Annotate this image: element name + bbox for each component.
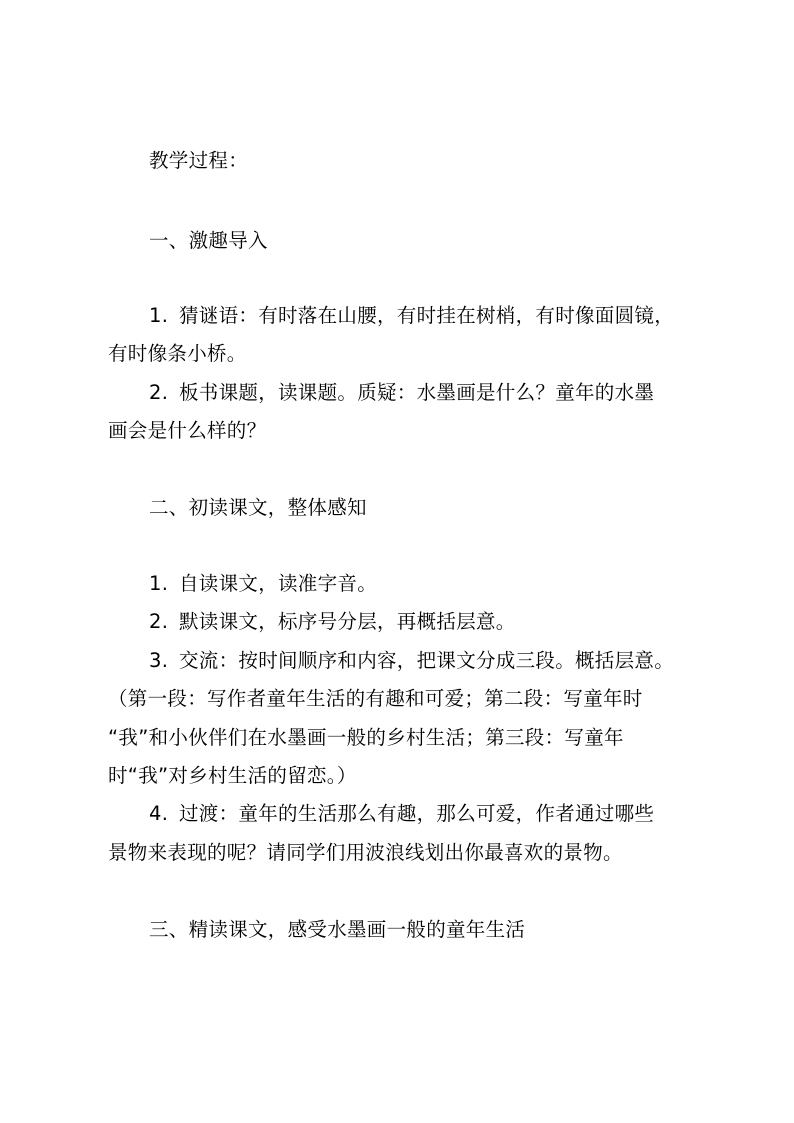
item-text: 猜谜语：有时落在山腰，有时挂在树梢，有时像面圆镜， [179, 304, 675, 327]
list-item-1-1 [149, 304, 749, 328]
item-number: 1. [149, 572, 169, 595]
item-text: 交流：按时间顺序和内容，把课文分成三段。概括层意。 [179, 649, 675, 672]
item-number: 2. [149, 610, 169, 633]
list-item-2-4 [149, 802, 749, 826]
item-text: 自读课文，读准字音。 [179, 572, 378, 595]
list-item-2-3 [149, 649, 749, 673]
item-text: 过渡：童年的生活那么有趣，那么可爱，作者通过哪些 [179, 802, 655, 825]
list-item-2-3-continuation-1: （第一段：写作者童年生活的有趣和可爱；第二段：写童年时 [108, 687, 643, 710]
list-item-1-1-continuation: 有时像条小桥。 [108, 342, 247, 365]
section-heading-2: 二、初读课文，整体感知 [149, 496, 367, 519]
item-text: 默读课文，标序号分层，再概括层意。 [179, 610, 516, 633]
section-heading-1: 一、激趣导入 [149, 229, 268, 252]
list-item-1-2 [149, 381, 749, 405]
item-number: 1. [149, 304, 169, 327]
list-item-2-1 [149, 572, 749, 596]
list-item-1-2-continuation: 画会是什么样的？ [108, 419, 267, 442]
document-title: 教学过程： [149, 149, 249, 172]
section-heading-3: 三、精读课文，感受水墨画一般的童年生活 [149, 918, 526, 941]
list-item-2-3-continuation-3: 时“我”对乡村生活的留恋。） [108, 764, 357, 787]
list-item-2-2 [149, 610, 749, 634]
list-item-2-4-continuation: 景物来表现的呢？请同学们用波浪线划出你最喜欢的景物。 [108, 841, 623, 864]
item-number: 3. [149, 649, 169, 672]
item-text: 板书课题，读课题。质疑：水墨画是什么？童年的水墨 [179, 381, 655, 404]
item-number: 2. [149, 381, 169, 404]
item-number: 4. [149, 802, 169, 825]
list-item-2-3-continuation-2: “我”和小伙伴们在水墨画一般的乡村生活；第三段：写童年 [108, 726, 624, 749]
